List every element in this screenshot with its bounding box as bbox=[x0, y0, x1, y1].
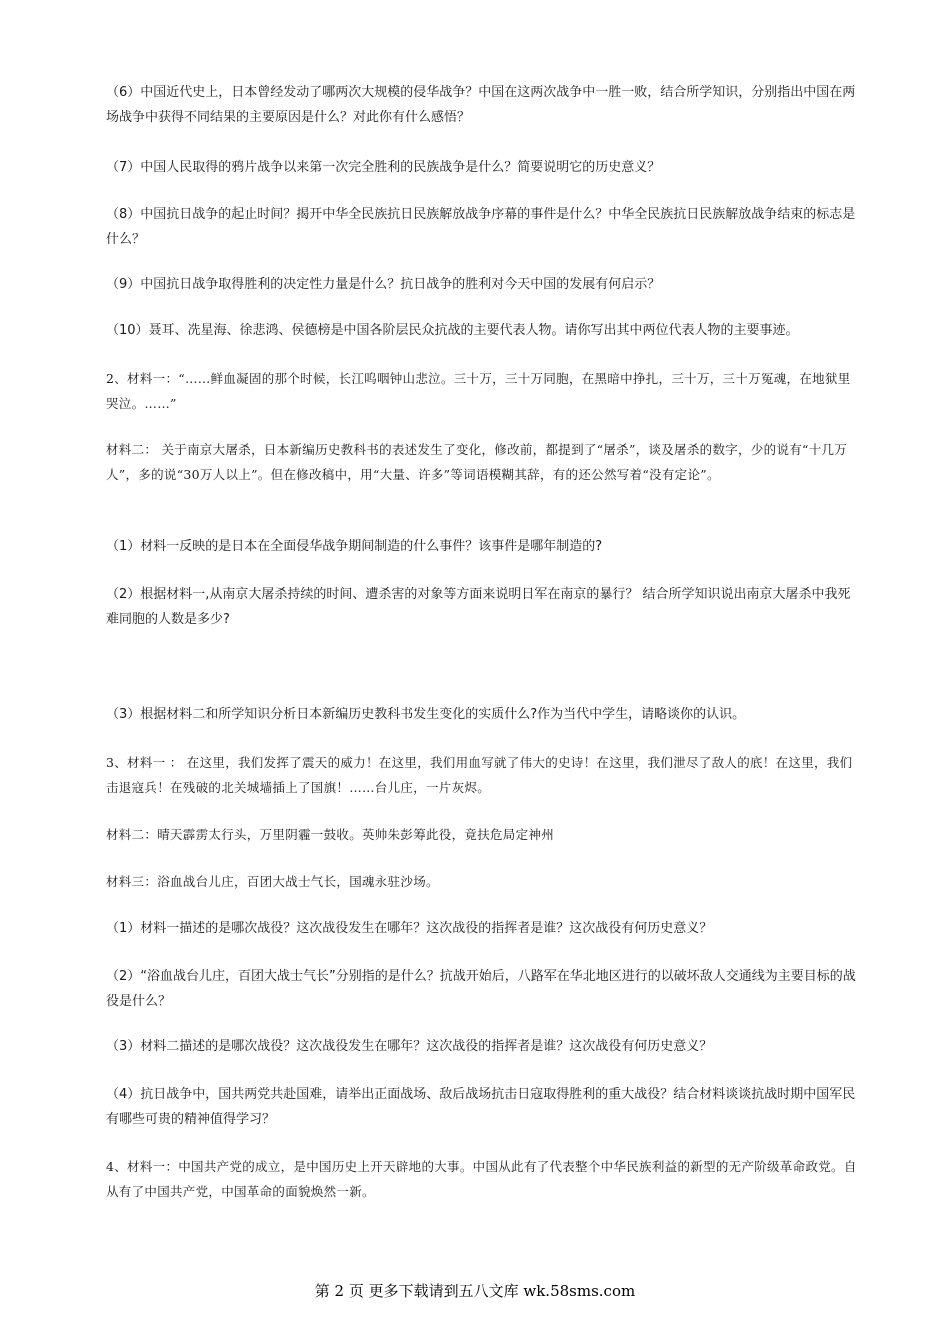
question-8: （8）中国抗日战争的起止时间？揭开中华全民族抗日民族解放战争序幕的事件是什么？中华全民族抗日民族解放战争结束的标志是什么？ bbox=[106, 207, 856, 247]
q2-material-1: 2、材料一：“……鲜血凝固的那个时候，长江呜咽钟山悲泣。三十万，三十万同胞，在黑暗中挣扎，三十万，三十万冤魂，在地狱里哭泣。……” bbox=[106, 371, 851, 411]
question-9: （9）中国抗日战争取得胜利的决定性力量是什么？抗日战争的胜利对今天中国的发展有何启示？ bbox=[106, 277, 661, 292]
q3-material-3: 材料三：浴血战台儿庄，百团大战士气长，国魂永驻沙场。 bbox=[106, 874, 439, 889]
q3-sub-3: （3）材料二描述的是哪次战役？这次战役发生在哪年？这次战役的指挥者是谁？这次战役有何历史意义？ bbox=[106, 1039, 713, 1054]
q4-material-1: 4、材料一：中国共产党的成立，是中国历史上开天辟地的大事。中国从此有了代表整个中华民族利益的新型的无产阶级革命政党。自从有了中国共产党，中国革命的面貌焕然一新。 bbox=[106, 1159, 857, 1199]
q2-sub-1: （1）材料一反映的是日本在全面侵华战争期间制造的什么事件？该事件是哪年制造的? bbox=[106, 539, 603, 554]
page-footer: 第 2 页 更多下载请到五八文库 wk.58sms.com bbox=[314, 1282, 636, 1300]
q3-sub-4: （4）抗日战争中，国共两党共赴国难，请举出正面战场、敌后战场抗击日寇取得胜利的重大战役？结合材料谈谈抗战时期中国军民有哪些可贵的精神值得学习？ bbox=[106, 1087, 856, 1127]
question-6: （6）中国近代史上，日本曾经发动了哪两次大规模的侵华战争？中国在这两次战争中一胜一败，结合所学知识，分别指出中国在两场战争中获得不同结果的主要原因是什么？对此你有什么感悟？ bbox=[106, 85, 856, 125]
q3-sub-2: （2）“浴血战台儿庄，百团大战士气长”分别指的是什么？抗战开始后，八路军在华北地区进行的以破坏敌人交通线为主要目标的战役是什么？ bbox=[106, 969, 856, 1009]
question-7: （7）中国人民取得的鸦片战争以来第一次完全胜利的民族战争是什么？简要说明它的历史意义？ bbox=[106, 160, 661, 175]
q3-material-1: 3、材料一 ： 在这里，我们发挥了震天的威力！在这里，我们用血写就了伟大的史诗！在这里，我们泄尽了敌人的底！在这里，我们击退寇兵！在残破的北关城墙插上了国旗！……台儿庄，一片灰烬。 bbox=[106, 755, 853, 795]
q3-sub-1: （1）材料一描述的是哪次战役？这次战役发生在哪年？这次战役的指挥者是谁？这次战役有何历史意义？ bbox=[106, 921, 713, 936]
question-10: （10）聂耳、冼星海、徐悲鸿、侯德榜是中国各阶层民众抗战的主要代表人物。请你写出其中两位代表人物的主要事迹。 bbox=[106, 323, 799, 338]
q2-material-2: 材料二： 关于南京大屠杀，日本新编历史教科书的表述发生了变化，修改前，都提到了“屠杀”，谈及屠杀的数字，少的说有“十几万人”，多的说“30万人以上”。但在修改稿中，用“大量、许多”等词语模糊其辞，有的还公然写着“没有定论”。 bbox=[106, 442, 848, 482]
q2-sub-3: （3）根据材料二和所学知识分析日本新编历史教科书发生变化的实质什么?作为当代中学生，请略谈你的认识。 bbox=[106, 707, 746, 722]
q3-material-2: 材料二：晴天霹雳太行头，万里阴霾一鼓收。英帅朱彭筹此役，竟扶危局定神州 bbox=[106, 827, 555, 842]
q2-sub-2: （2）根据材料一,从南京大屠杀持续的时间、遭杀害的对象等方面来说明日军在南京的暴行？ 结合所学知识说出南京大屠杀中我死难同胞的人数是多少? bbox=[106, 587, 851, 627]
